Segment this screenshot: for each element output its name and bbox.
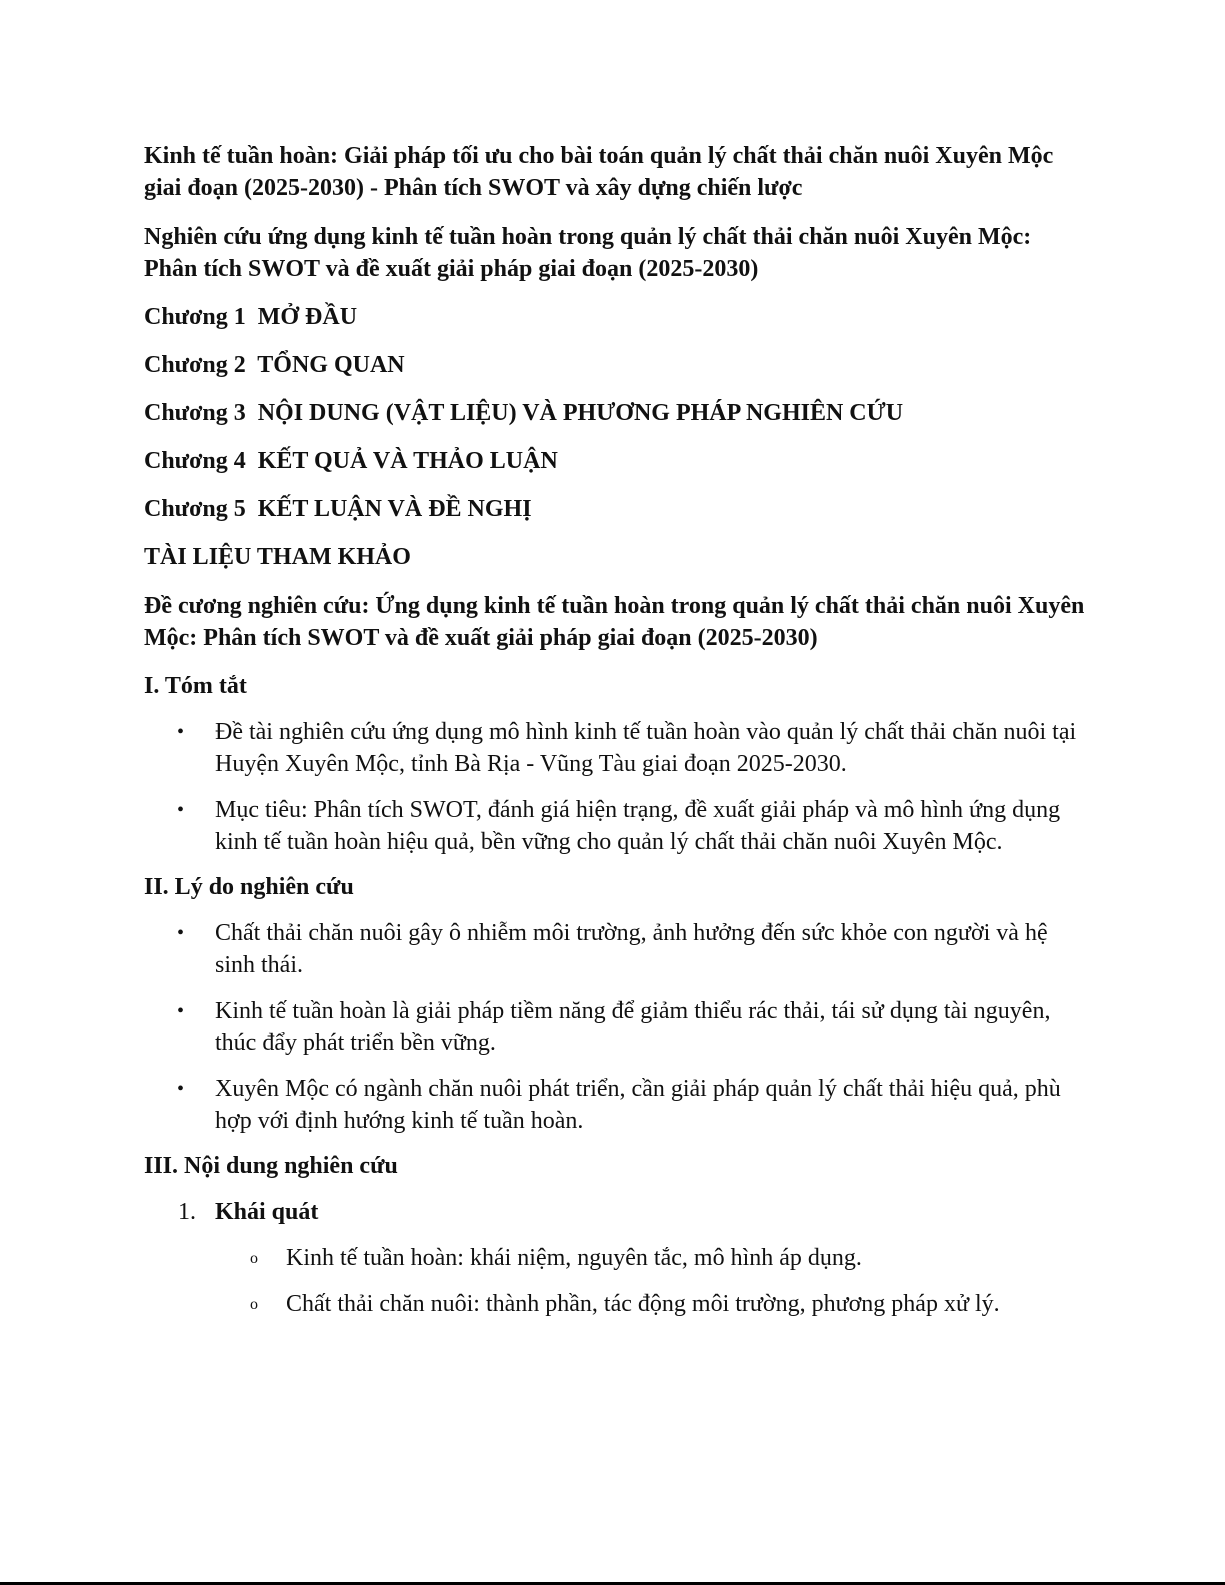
list-item-text: Chất thải chăn nuôi gây ô nhiễm môi trường, ảnh hưởng đến sức khỏe con người và hệ sinh thái. — [215, 920, 1048, 978]
document-page — [144, 140, 1089, 1334]
numbered-item — [144, 1196, 1089, 1228]
content-list — [144, 1196, 1089, 1228]
numbered-item-label: Khái quát — [215, 1199, 319, 1225]
list-item — [144, 716, 1089, 780]
reason-list — [144, 917, 1089, 1137]
item-number: 1. — [178, 1199, 196, 1225]
circle-bullet-icon: o — [250, 1250, 258, 1267]
list-item-text: Đề tài nghiên cứu ứng dụng mô hình kinh tế tuần hoàn vào quản lý chất thải chăn nuôi tại Huyện Xuyên Mộc, tỉnh Bà Rịa - Vũng Tàu giai đoạn 2025-2030. — [215, 719, 1077, 777]
section-heading-reason: II. Lý do nghiên cứu — [144, 874, 354, 900]
list-item — [144, 794, 1089, 858]
sub-list-item-text: Chất thải chăn nuôi: thành phần, tác động môi trường, phương pháp xử lý. — [286, 1291, 1000, 1317]
list-item-text: Mục tiêu: Phân tích SWOT, đánh giá hiện trạng, đề xuất giải pháp và mô hình ứng dụng kinh tế tuần hoàn hiệu quả, bền vững cho quản lý chất thải chăn nuôi Xuyên Mộc. — [215, 797, 1061, 855]
section-heading-summary: I. Tóm tắt — [144, 673, 247, 699]
document-title: Kinh tế tuần hoàn: Giải pháp tối ưu cho bài toán quản lý chất thải chăn nuôi Xuyên Mộc giai đoạn (2025-2030) - Phân tích SWOT và xây dựng chiến lược — [144, 143, 1054, 201]
bullet-icon: • — [177, 1000, 185, 1022]
list-item — [144, 995, 1089, 1059]
sub-list-item — [144, 1242, 1089, 1274]
chapter-heading: Chương 3 NỘI DUNG (VẬT LIỆU) VÀ PHƯƠNG PHÁP NGHIÊN CỨU — [144, 400, 904, 426]
sub-list-item-text: Kinh tế tuần hoàn: khái niệm, nguyên tắc, mô hình áp dụng. — [286, 1245, 862, 1271]
circle-bullet-icon: o — [250, 1296, 258, 1313]
references-heading: TÀI LIỆU THAM KHẢO — [144, 544, 411, 570]
chapter-heading: Chương 1 MỞ ĐẦU — [144, 304, 358, 330]
bullet-icon: • — [177, 799, 185, 821]
content-sublist — [144, 1242, 1089, 1320]
chapter-heading: Chương 5 KẾT LUẬN VÀ ĐỀ NGHỊ — [144, 496, 532, 522]
chapter-heading: Chương 4 KẾT QUẢ VÀ THẢO LUẬN — [144, 448, 558, 474]
list-item-text: Xuyên Mộc có ngành chăn nuôi phát triển, cần giải pháp quản lý chất thải hiệu quả, phù hợp với định hướng kinh tế tuần hoàn. — [215, 1076, 1061, 1134]
bullet-icon: • — [177, 721, 185, 743]
outline-title: Đề cương nghiên cứu: Ứng dụng kinh tế tuần hoàn trong quản lý chất thải chăn nuôi Xuyên Mộc: Phân tích SWOT và đề xuất giải pháp giai đoạn (2025-2030) — [144, 593, 1085, 651]
section-heading-content: III. Nội dung nghiên cứu — [144, 1153, 398, 1179]
list-item — [144, 1073, 1089, 1137]
list-item-text: Kinh tế tuần hoàn là giải pháp tiềm năng để giảm thiểu rác thải, tái sử dụng tài nguyên, thúc đẩy phát triển bền vững. — [215, 998, 1051, 1056]
chapter-heading: Chương 2 TỔNG QUAN — [144, 352, 405, 378]
summary-list — [144, 716, 1089, 858]
bullet-icon: • — [177, 922, 185, 944]
list-item — [144, 917, 1089, 981]
document-subtitle: Nghiên cứu ứng dụng kinh tế tuần hoàn trong quản lý chất thải chăn nuôi Xuyên Mộc: Phân tích SWOT và đề xuất giải pháp giai đoạn (2025-2030) — [144, 224, 1032, 282]
bullet-icon: • — [177, 1078, 185, 1100]
sub-list-item — [144, 1288, 1089, 1320]
